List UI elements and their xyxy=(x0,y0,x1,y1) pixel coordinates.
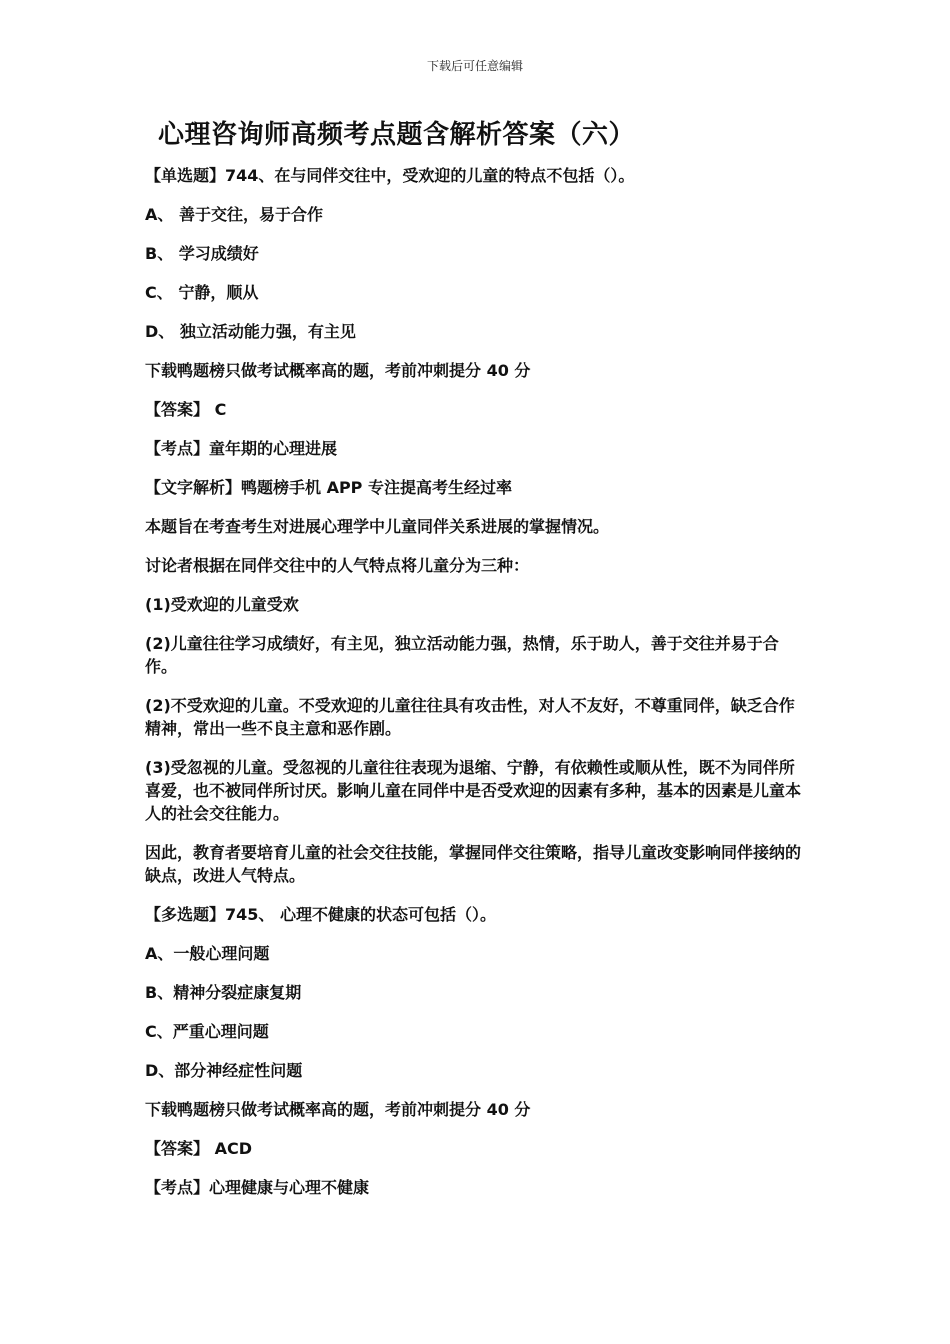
analysis-paragraph: 因此，教育者要培育儿童的社会交往技能，掌握同伴交往策略，指导儿童改变影响同伴接纳的缺点，改进人气特点。 xyxy=(145,843,802,885)
option-a: A、一般心理问题 xyxy=(145,944,270,963)
analysis-paragraph: (1)受欢迎的儿童受欢 xyxy=(145,595,299,614)
answer-text: 【答案】 ACD xyxy=(145,1139,252,1158)
analysis-paragraph: 讨论者根据在同伴交往中的人气特点将儿童分为三种： xyxy=(145,556,530,575)
promo-text: 下载鸭题榜只做考试概率高的题，考前冲刺提分 40 分 xyxy=(145,1100,531,1119)
answer-text: 【答案】 C xyxy=(145,400,227,419)
analysis-paragraph: (2)不受欢迎的儿童。不受欢迎的儿童往往具有攻击性，对人不友好，不尊重同伴，缺乏合作精神，常出一些不良主意和恶作剧。 xyxy=(145,696,795,738)
question-745 xyxy=(145,903,810,1199)
option-d: D、 独立活动能力强，有主见 xyxy=(145,322,356,341)
knowledge-point: 【考点】心理健康与心理不健康 xyxy=(145,1178,370,1197)
document-body xyxy=(145,164,810,1215)
analysis-paragraph: (3)受忽视的儿童。受忽视的儿童往往表现为退缩、宁静，有依赖性或顺从性，既不为同伴所喜爱，也不被同伴所讨厌。影响儿童在同伴中是否受欢迎的因素有多种，基本的因素是儿童本人的社会交往能力。 xyxy=(145,758,802,823)
option-b: B、 学习成绩好 xyxy=(145,244,259,263)
document-title: 心理咨询师高频考点题含解析答案（六） xyxy=(158,120,636,150)
option-c: C、 宁静，顺从 xyxy=(145,283,259,302)
option-d: D、部分神经症性问题 xyxy=(145,1061,303,1080)
option-b: B、精神分裂症康复期 xyxy=(145,983,302,1002)
question-stem: 【多选题】745、 心理不健康的状态可包括（）。 xyxy=(145,905,496,924)
promo-text: 下载鸭题榜只做考试概率高的题，考前冲刺提分 40 分 xyxy=(145,361,531,380)
question-stem: 【单选题】744、在与同伴交往中，受欢迎的儿童的特点不包括（）。 xyxy=(145,166,635,185)
analysis-heading: 【文字解析】鸭题榜手机 APP 专注提高考生经过率 xyxy=(145,478,512,497)
analysis-paragraph: (2)儿童往往学习成绩好，有主见，独立活动能力强，热情，乐于助人，善于交往并易于合作。 xyxy=(145,634,779,676)
analysis-paragraph: 本题旨在考查考生对进展心理学中儿童同伴关系进展的掌握情况。 xyxy=(145,517,610,536)
knowledge-point: 【考点】童年期的心理进展 xyxy=(145,439,338,458)
option-a: A、 善于交往，易于合作 xyxy=(145,205,323,224)
header-note: 下载后可任意编辑 xyxy=(426,59,523,73)
question-744 xyxy=(145,164,810,887)
option-c: C、严重心理问题 xyxy=(145,1022,269,1041)
